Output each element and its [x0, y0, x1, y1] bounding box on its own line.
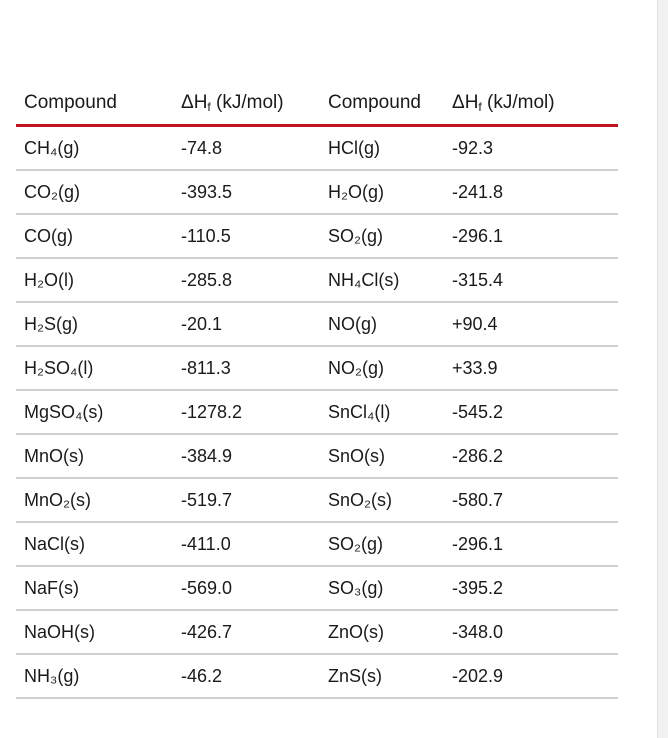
compound-cell: SnO₂(s)	[318, 478, 444, 522]
enthalpy-value: -395.2	[444, 566, 618, 610]
enthalpy-value: -74.8	[173, 126, 318, 171]
compound-cell: H₂S(g)	[16, 302, 173, 346]
compound-cell: H₂O(g)	[318, 170, 444, 214]
compound-cell: SO₂(g)	[318, 214, 444, 258]
table-row	[16, 610, 618, 654]
enthalpy-value: -384.9	[173, 434, 318, 478]
enthalpy-value: -811.3	[173, 346, 318, 390]
compound-cell: SO₂(g)	[318, 522, 444, 566]
compound-cell: NH₃(g)	[16, 654, 173, 698]
table-row	[16, 522, 618, 566]
enthalpy-value: -545.2	[444, 390, 618, 434]
compound-cell: HCl(g)	[318, 126, 444, 171]
enthalpy-value: -20.1	[173, 302, 318, 346]
table-row	[16, 126, 618, 171]
compound-cell: NO₂(g)	[318, 346, 444, 390]
table-row	[16, 566, 618, 610]
compound-cell: H₂SO₄(l)	[16, 346, 173, 390]
compound-cell: CO₂(g)	[16, 170, 173, 214]
enthalpy-value: -296.1	[444, 522, 618, 566]
table-row	[16, 258, 618, 302]
enthalpy-value: -296.1	[444, 214, 618, 258]
compound-cell: NO(g)	[318, 302, 444, 346]
enthalpy-value: -285.8	[173, 258, 318, 302]
table-row	[16, 214, 618, 258]
enthalpy-value: -315.4	[444, 258, 618, 302]
header-compound-left: Compound	[16, 82, 173, 126]
enthalpy-value: -1278.2	[173, 390, 318, 434]
table-row	[16, 390, 618, 434]
enthalpy-value: -46.2	[173, 654, 318, 698]
header-row	[16, 82, 618, 126]
header-enthalpy-left: $\Delta H_f$ (kJ/mol)	[173, 82, 318, 126]
enthalpy-value: -411.0	[173, 522, 318, 566]
enthalpy-table	[16, 82, 618, 699]
compound-cell: MnO₂(s)	[16, 478, 173, 522]
compound-cell: SO₃(g)	[318, 566, 444, 610]
table-row	[16, 346, 618, 390]
enthalpy-value: -393.5	[173, 170, 318, 214]
compound-cell: SnCl₄(l)	[318, 390, 444, 434]
table-row	[16, 170, 618, 214]
table-row	[16, 478, 618, 522]
enthalpy-value: -92.3	[444, 126, 618, 171]
compound-cell: SnO(s)	[318, 434, 444, 478]
enthalpy-value: +90.4	[444, 302, 618, 346]
compound-cell: NH₄Cl(s)	[318, 258, 444, 302]
compound-cell: MnO(s)	[16, 434, 173, 478]
enthalpy-value: -426.7	[173, 610, 318, 654]
enthalpy-value: -569.0	[173, 566, 318, 610]
table-row	[16, 654, 618, 698]
compound-cell: ZnS(s)	[318, 654, 444, 698]
compound-cell: NaCl(s)	[16, 522, 173, 566]
table-row	[16, 302, 618, 346]
header-enthalpy-right: $\Delta H_f$ (kJ/mol)	[444, 82, 618, 126]
compound-cell: ZnO(s)	[318, 610, 444, 654]
page-edge	[657, 0, 668, 738]
enthalpy-value: -286.2	[444, 434, 618, 478]
enthalpy-value: +33.9	[444, 346, 618, 390]
compound-cell: NaOH(s)	[16, 610, 173, 654]
header-compound-right: Compound	[318, 82, 444, 126]
enthalpy-value: -241.8	[444, 170, 618, 214]
compound-cell: CH₄(g)	[16, 126, 173, 171]
table-row	[16, 434, 618, 478]
enthalpy-value: -580.7	[444, 478, 618, 522]
enthalpy-value: -202.9	[444, 654, 618, 698]
compound-cell: H₂O(l)	[16, 258, 173, 302]
compound-cell: NaF(s)	[16, 566, 173, 610]
compound-cell: CO(g)	[16, 214, 173, 258]
compound-cell: MgSO₄(s)	[16, 390, 173, 434]
enthalpy-value: -519.7	[173, 478, 318, 522]
enthalpy-value: -348.0	[444, 610, 618, 654]
enthalpy-value: -110.5	[173, 214, 318, 258]
